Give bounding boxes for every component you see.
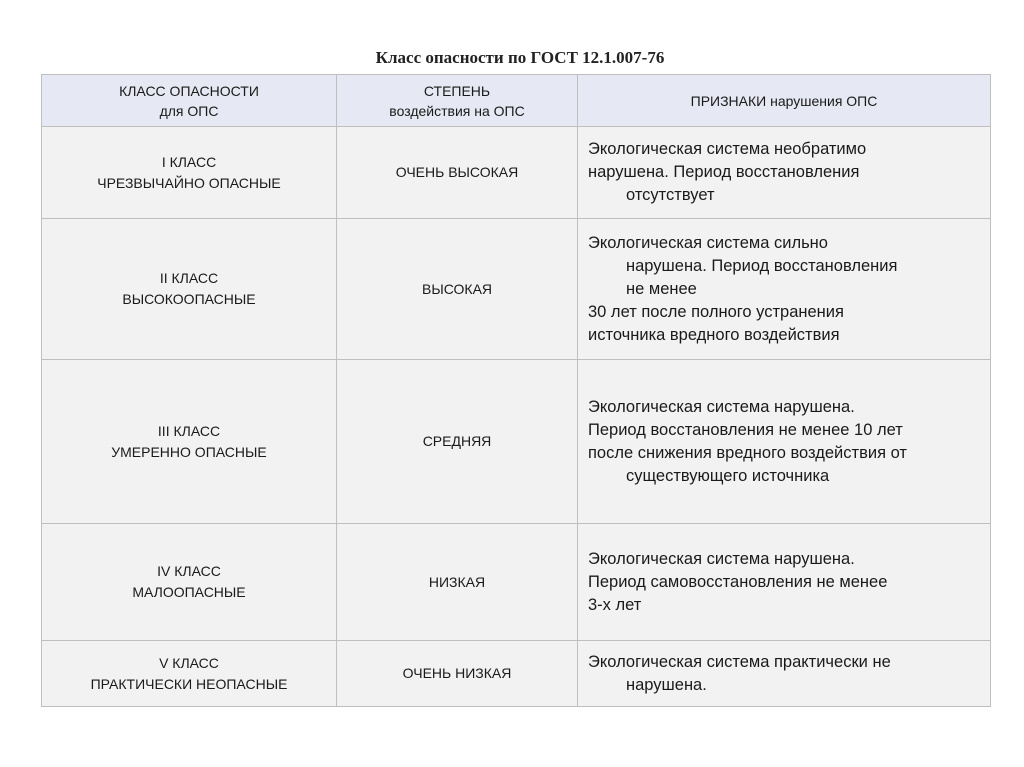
signs-line: 3-х лет <box>588 595 642 614</box>
signs-line: существующего источника <box>626 466 830 485</box>
class-cell <box>42 360 337 524</box>
table-row <box>42 641 991 707</box>
signs-cell <box>578 360 991 524</box>
degree-cell: ВЫСОКАЯ <box>337 219 578 360</box>
class-cell <box>42 219 337 360</box>
hazard-class-table <box>41 74 991 707</box>
signs-line: нарушена. <box>626 675 707 694</box>
header-hazard-class <box>42 75 337 127</box>
class-name: ВЫСОКООПАСНЫЕ <box>122 291 256 307</box>
signs-line: Экологическая система нарушена. <box>588 397 855 416</box>
class-cell <box>42 524 337 641</box>
class-name: ПРАКТИЧЕСКИ НЕОПАСНЫЕ <box>90 675 288 692</box>
signs-line: нарушена. Период восстановления <box>626 256 898 275</box>
signs-line: Период самовосстановления не менее <box>588 572 888 591</box>
page-title: Класс опасности по ГОСТ 12.1.007-76 <box>375 48 665 67</box>
signs-cell <box>578 219 991 360</box>
signs-line: Экологическая система нарушена. <box>588 549 855 568</box>
class-name: УМЕРЕННО ОПАСНЫЕ <box>111 443 267 460</box>
header-hazard-class-label: КЛАСС ОПАСНОСТИ для ОПС <box>119 82 259 119</box>
signs-line: Экологическая система практически не <box>588 652 891 671</box>
class-number: I КЛАСС <box>161 153 217 170</box>
degree-cell: НИЗКАЯ <box>337 524 578 641</box>
signs-line: отсутствует <box>626 186 715 204</box>
class-cell <box>42 641 337 707</box>
signs-line: Период восстановления не менее 10 лет <box>588 420 903 439</box>
signs-line: нарушена. Период восстановления <box>588 163 860 181</box>
table-row <box>42 219 991 360</box>
class-name: МАЛООПАСНЫЕ <box>132 584 246 600</box>
header-impact-degree-label: СТЕПЕНЬ воздействия на ОПС <box>389 82 525 119</box>
class-number: III КЛАСС <box>157 422 221 439</box>
signs-line: после снижения вредного воздействия от <box>588 443 907 462</box>
class-number: V КЛАСС <box>159 654 219 671</box>
class-name: ЧРЕЗВЫЧАЙНО ОПАСНЫЕ <box>97 174 281 191</box>
signs-cell <box>578 127 991 219</box>
signs-line: источника вредного воздействия <box>588 325 840 344</box>
header-violation-signs-label: ПРИЗНАКИ нарушения ОПС <box>690 92 878 109</box>
class-cell <box>42 127 337 219</box>
degree-cell: ОЧЕНЬ НИЗКАЯ <box>337 641 578 707</box>
class-number: II КЛАСС <box>159 270 219 286</box>
header-impact-degree <box>337 75 578 127</box>
header-violation-signs <box>578 75 991 127</box>
table-row <box>42 127 991 219</box>
signs-line: не менее <box>626 279 697 298</box>
table-header-row <box>42 75 991 127</box>
signs-line: Экологическая система необратимо <box>588 140 867 158</box>
degree-cell: ОЧЕНЬ ВЫСОКАЯ <box>337 127 578 219</box>
signs-line: Экологическая система сильно <box>588 233 828 252</box>
signs-line: 30 лет после полного устранения <box>588 302 844 321</box>
signs-cell <box>578 641 991 707</box>
class-number: IV КЛАСС <box>157 563 221 579</box>
signs-cell <box>578 524 991 641</box>
degree-cell: СРЕДНЯЯ <box>337 360 578 524</box>
table-row <box>42 360 991 524</box>
table-row <box>42 524 991 641</box>
